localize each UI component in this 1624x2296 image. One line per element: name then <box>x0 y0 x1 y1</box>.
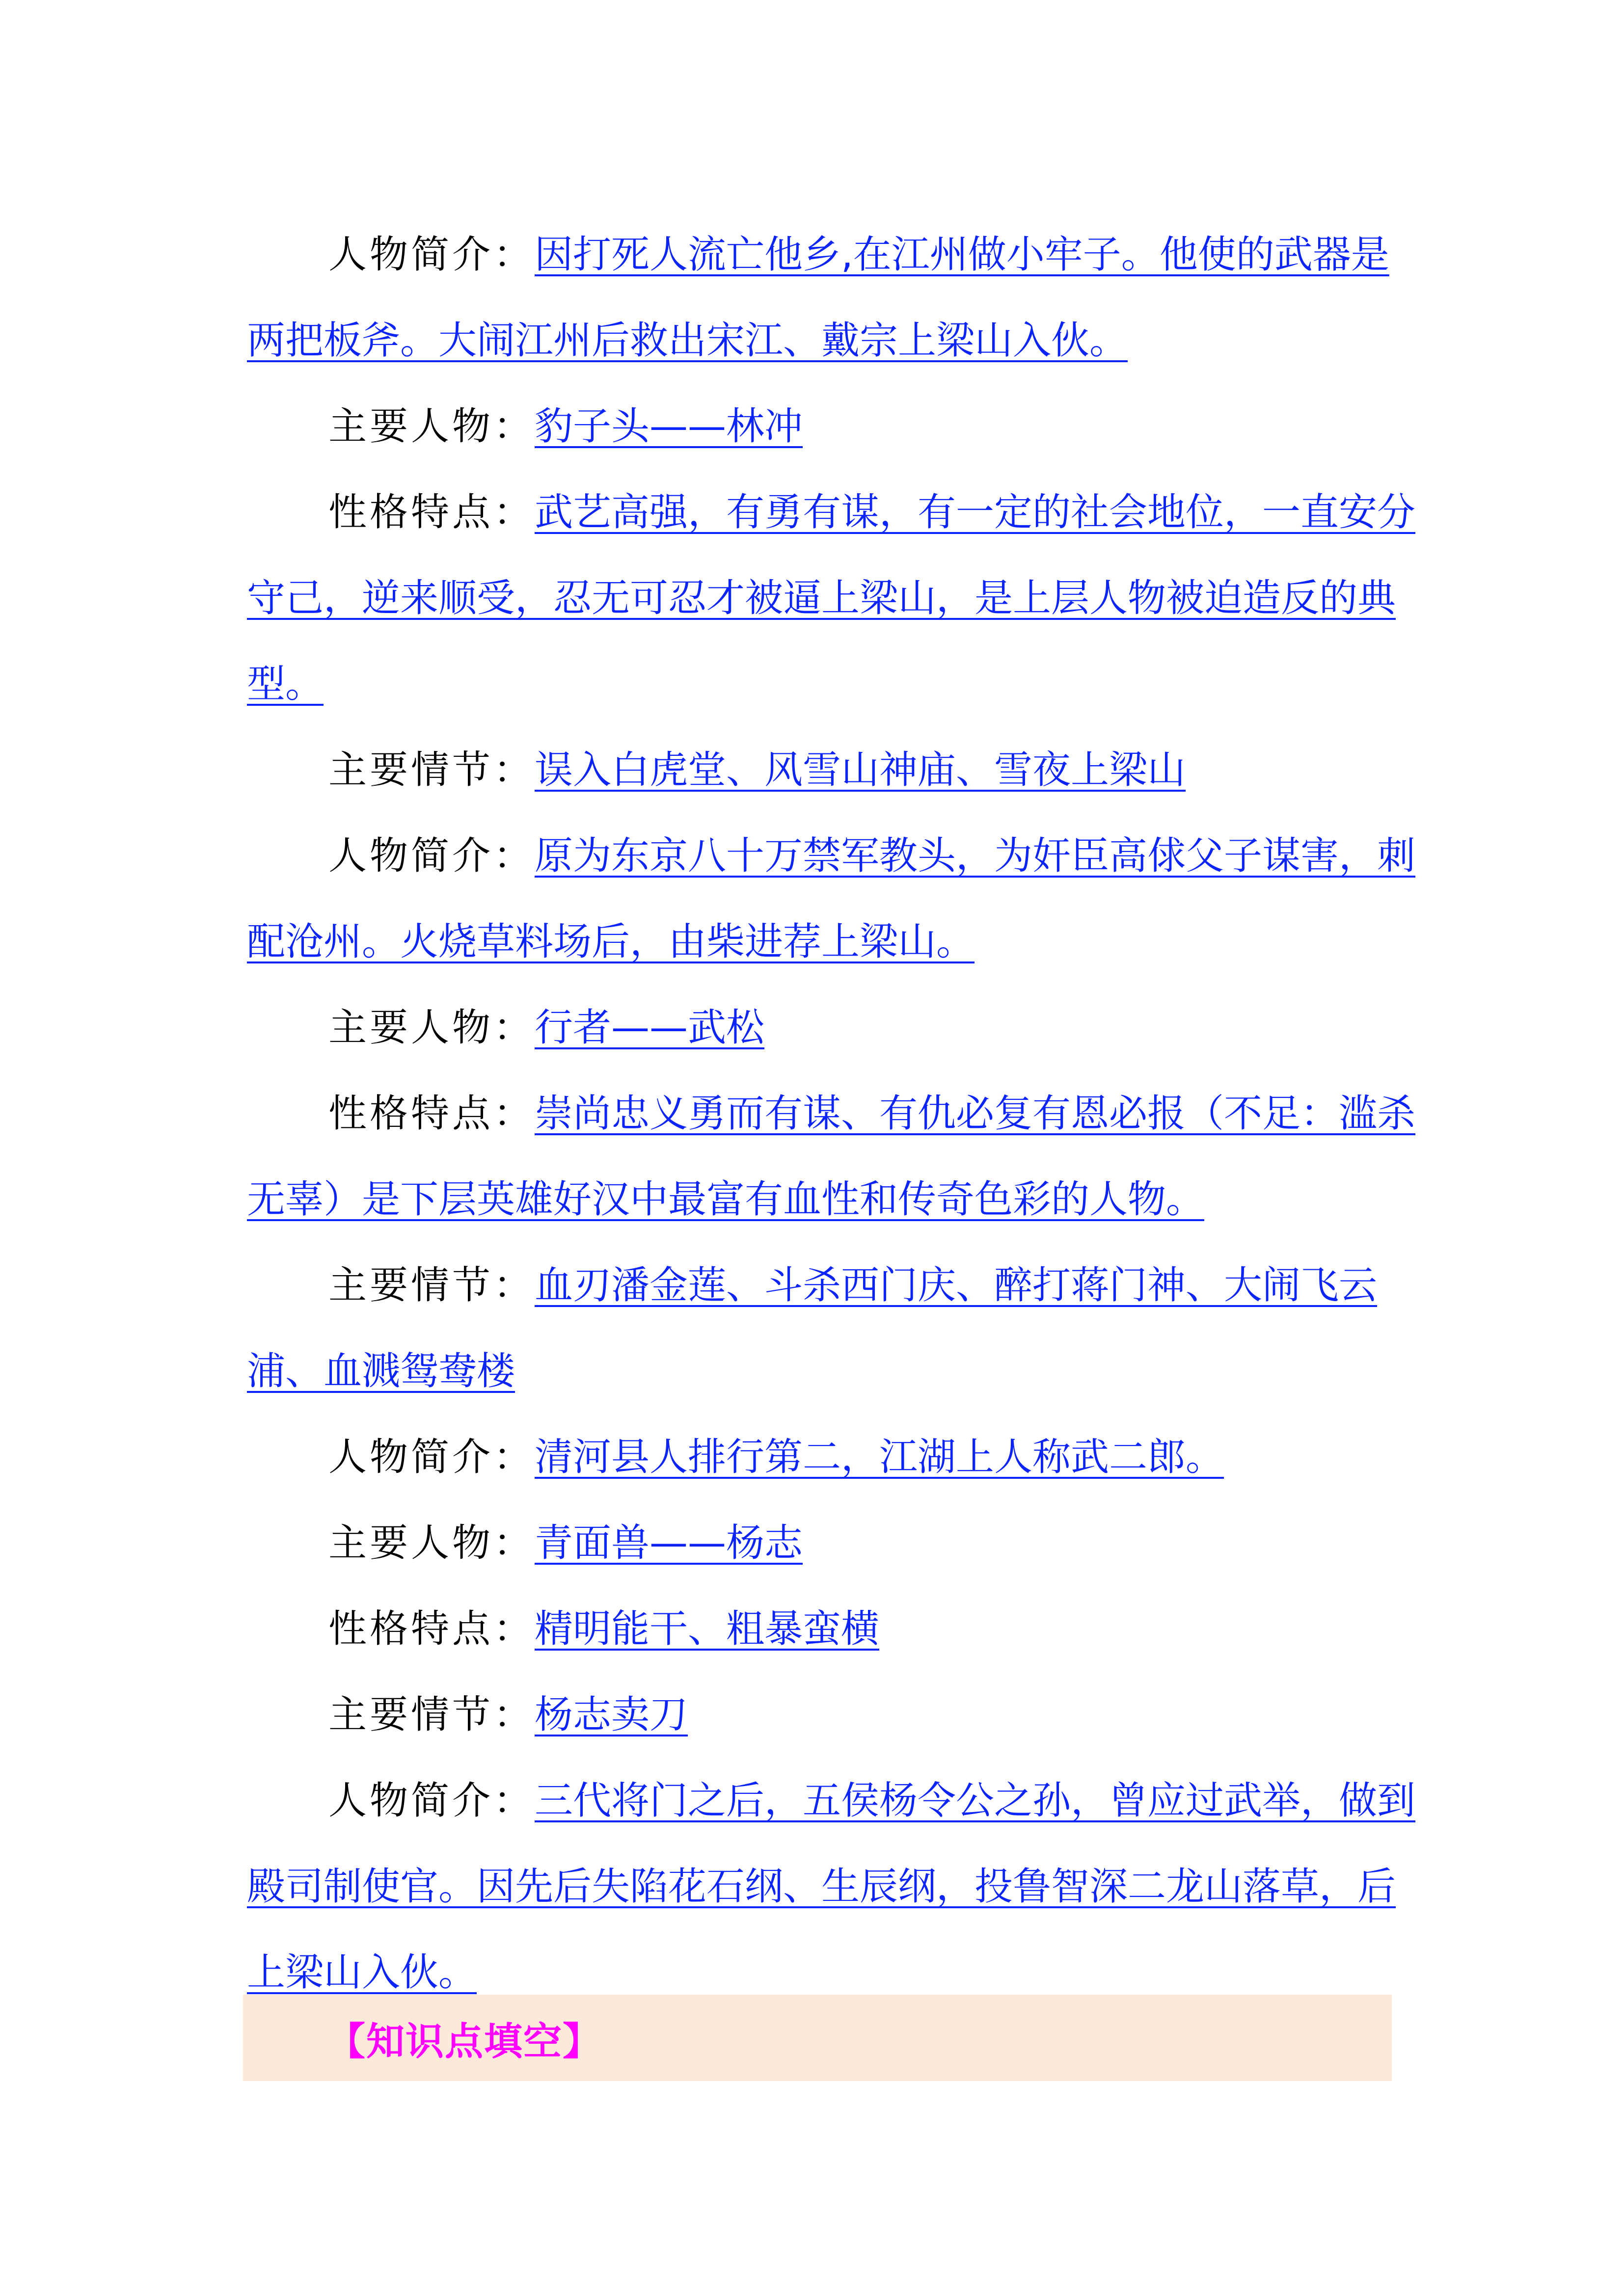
field-label: 人物简介： <box>328 1779 535 1823</box>
entry-lin-chong-name <box>247 384 1425 470</box>
entry-yang-zhi-plot <box>247 1672 1425 1758</box>
field-value-link[interactable]: 因打死人流亡他乡,在江州做小牢子。他使的武器是两把板斧。大闹江州后救出宋江、戴宗上梁山入伙。 <box>247 233 1389 363</box>
field-value-link[interactable]: 杨志卖刀 <box>535 1693 688 1737</box>
field-value-link[interactable]: 行者——武松 <box>535 1006 765 1050</box>
character-profiles <box>247 212 1425 2016</box>
entry-lin-chong-traits <box>247 470 1425 727</box>
entry-lin-chong-plot <box>247 727 1425 813</box>
field-value-link[interactable]: 精明能干、粗暴蛮横 <box>535 1607 880 1651</box>
entry-li-kui-intro <box>247 212 1425 384</box>
field-value-link[interactable]: 崇尚忠义勇而有谋、有仇必复有恩必报（不足：滥杀无辜）是下层英雄好汉中最富有血性和传奇色彩的人物。 <box>247 1092 1416 1222</box>
field-label: 主要情节： <box>328 748 535 792</box>
entry-yang-zhi-traits <box>247 1586 1425 1672</box>
field-label: 主要人物： <box>328 1006 535 1050</box>
section-title: 【知识点填空】 <box>327 2020 602 2064</box>
field-label: 性格特点： <box>328 1607 535 1651</box>
field-value-link[interactable]: 误入白虎堂、风雪山神庙、雪夜上梁山 <box>535 748 1186 792</box>
field-label: 性格特点： <box>328 490 535 534</box>
field-label: 主要人物： <box>328 1521 535 1565</box>
field-value-link[interactable]: 血刃潘金莲、斗杀西门庆、醉打蒋门神、大闹飞云浦、血溅鸳鸯楼 <box>247 1263 1378 1393</box>
entry-wu-song-intro <box>247 1415 1425 1500</box>
field-label: 人物简介： <box>328 233 535 277</box>
entry-wu-song-plot <box>247 1243 1425 1415</box>
entry-wu-song-name <box>247 985 1425 1071</box>
entry-lin-chong-intro <box>247 813 1425 985</box>
field-label: 性格特点： <box>328 1092 535 1136</box>
field-label: 人物简介： <box>328 1435 535 1479</box>
field-label: 人物简介： <box>328 834 535 878</box>
field-value-link[interactable]: 青面兽——杨志 <box>535 1521 803 1565</box>
field-value-link[interactable]: 三代将门之后，五侯杨令公之孙，曾应过武举，做到殿司制使官。因先后失陷花石纲、生辰纲，投鲁智深二龙山落草，后上梁山入伙。 <box>247 1779 1416 1995</box>
entry-yang-zhi-name <box>247 1500 1425 1586</box>
entry-yang-zhi-intro <box>247 1758 1425 2016</box>
field-value-link[interactable]: 豹子头——林冲 <box>535 404 803 449</box>
field-label: 主要情节： <box>328 1263 535 1308</box>
field-value-link[interactable]: 原为东京八十万禁军教头，为奸臣高俅父子谋害，刺配沧州。火烧草料场后，由柴进荐上梁山。 <box>247 834 1416 964</box>
field-value-link[interactable]: 清河县人排行第二，江湖上人称武二郎。 <box>535 1435 1224 1479</box>
field-value-link[interactable]: 武艺高强，有勇有谋，有一定的社会地位，一直安分守己，逆来顺受，忍无可忍才被逼上梁山，是上层人物被迫造反的典型。 <box>247 490 1416 706</box>
entry-wu-song-traits <box>247 1071 1425 1243</box>
field-label: 主要人物： <box>328 404 535 449</box>
field-label: 主要情节： <box>328 1693 535 1737</box>
